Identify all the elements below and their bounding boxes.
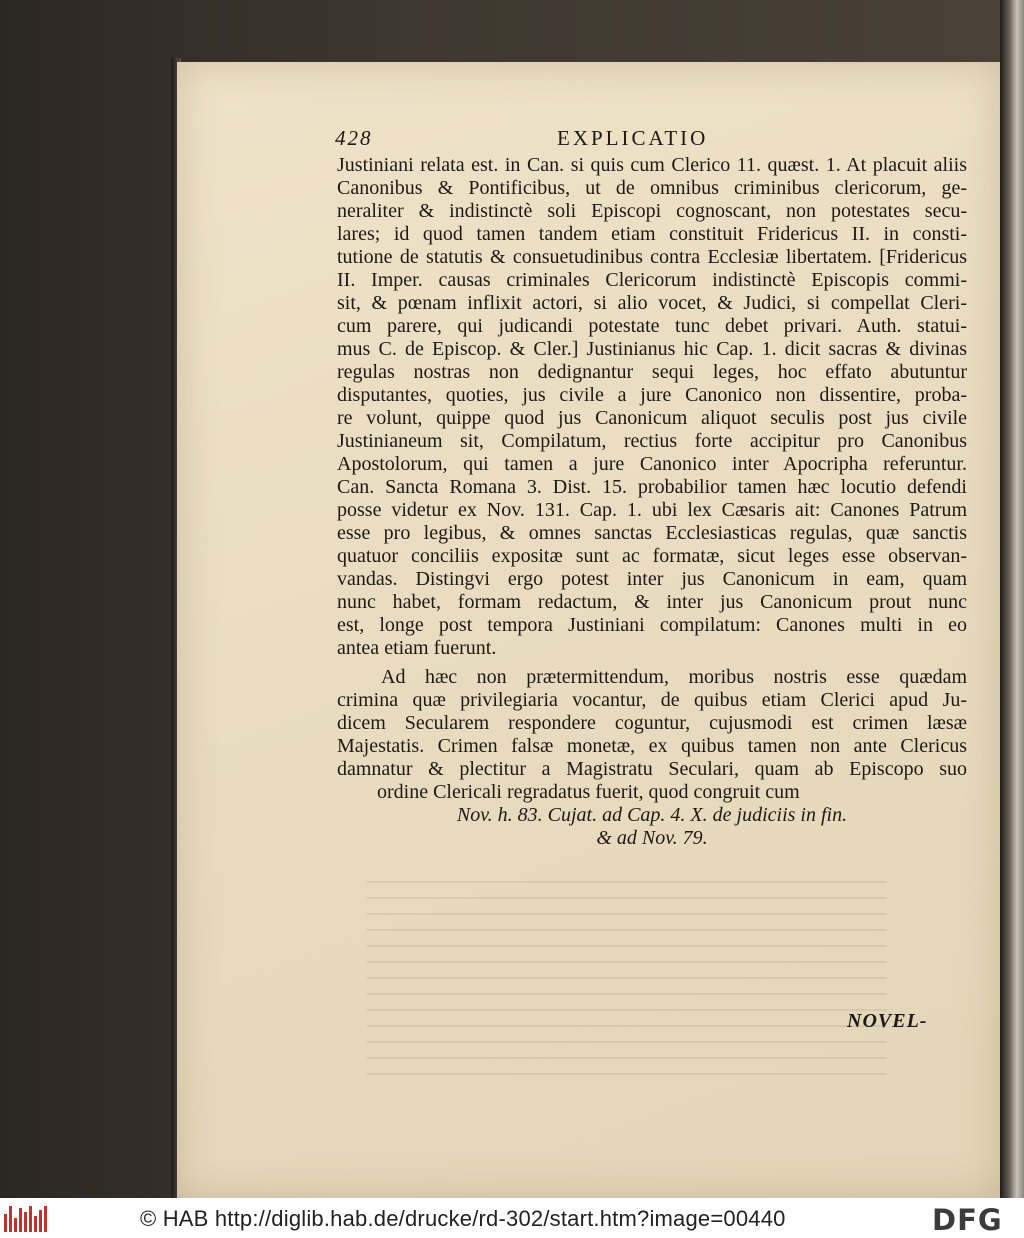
hab-barcode-logo-icon[interactable] [4,1206,48,1232]
paragraph-2 [337,666,967,804]
text-line: crimina quæ privilegiaria vocantur, de quibus etiam Clerici apud Ju- [337,689,967,711]
text-line: Canonibus & Pontificibus, ut de omnibus criminibus clericorum, ge- [337,177,967,199]
text-line: Ad hæc non prætermittendum, moribus nostris esse quædam [381,666,967,688]
page-number: 428 [335,126,373,150]
text-line: & ad Nov. 79. [596,827,708,849]
text-line: Apostolorum, qui tamen a jure Canonico inter Apocripha referuntur. [337,453,967,475]
text-line: lares; id quod tamen tandem etiam constituit Fridericus II. in consti- [337,223,967,245]
show-through-text [367,867,887,1087]
running-head: EXPLICATIO [557,126,709,150]
text-line: Justinianeum sit, Compilatum, rectius forte accipitur pro Canonibus [337,430,967,452]
text-line: mus C. de Episcop. & Cler.] Justinianus hic Cap. 1. dicit sacras & divinas [337,338,967,360]
text-line: dicem Secularem respondere coguntur, cujusmodi est crimen læsæ [337,712,967,734]
text-line: Nov. h. 83. Cujat. ad Cap. 4. X. de judiciis in fin. [456,804,848,826]
footer-copyright-url[interactable]: © HAB http://diglib.hab.de/drucke/rd-302/start.htm?image=00440 [140,1206,786,1231]
closing-references [337,804,967,850]
page-header [335,126,895,152]
dfg-logo[interactable]: DFG [932,1203,1003,1237]
book-page [177,62,1000,1198]
scanner-edge-strip [1000,0,1024,1198]
text-line: regulas nostras non dedignantur sequi leges, hoc effato abutuntur [337,361,967,383]
text-line: re volunt, quippe quod jus Canonicum aliquot seculis post jus civile [337,407,967,429]
text-line: posse videtur ex Nov. 131. Cap. 1. ubi lex Cæsaris ait: Canones Patrum [337,499,967,521]
text-line: antea etiam fuerunt. [337,637,497,659]
text-line: ordine Clericali regradatus fuerit, quod congruit cum [377,781,800,803]
text-line: disputantes, quoties, jus civile a jure Canonico non dissentire, proba- [337,384,967,406]
text-line: esse pro legibus, & omnes sanctas Ecclesiasticas regulas, quæ sanctis [337,522,967,544]
text-line: Justiniani relata est. in Can. si quis cum Clerico 11. quæst. 1. At placuit aliis [337,154,967,176]
paragraph-1 [337,154,967,660]
text-line: vandas. Distingvi ergo potest inter jus Canonicum in eam, quam [337,568,967,590]
footer-bar [0,1198,1024,1238]
text-line: cum parere, qui judicandi potestate tunc debet privari. Auth. statui- [337,315,967,337]
text-line: neraliter & indistinctè soli Episcopi cognoscant, non potestates secu- [337,200,967,222]
text-line: Majestatis. Crimen falsæ monetæ, ex quibus tamen non ante Clericus [337,735,967,757]
text-line: sit, & pœnam inflixit actori, si alio vocet, & Judici, si compellat Cleri- [337,292,967,314]
main-text [337,154,967,850]
text-line: Can. Sancta Romana 3. Dist. 15. probabilior tamen hæc locutio defendi [337,476,967,498]
catchword: NOVEL- [847,1010,928,1032]
text-line: nunc habet, formam redactum, & inter jus Canonicum prout nunc [337,591,967,613]
text-line: tutione de statutis & consuetudinibus contra Ecclesiæ libertatem. [Fridericus [337,246,967,268]
text-line: II. Imper. causas criminales Clericorum indistinctè Episcopis commi- [337,269,967,291]
text-line: damnatur & plectitur a Magistratu Seculari, quam ab Episcopo suo [337,758,967,780]
text-line: quatuor conciliis expositæ sunt ac formatæ, sicut leges esse observan- [337,545,967,567]
text-line: est, longe post tempora Justiniani compilatum: Canones multi in eo [337,614,967,636]
